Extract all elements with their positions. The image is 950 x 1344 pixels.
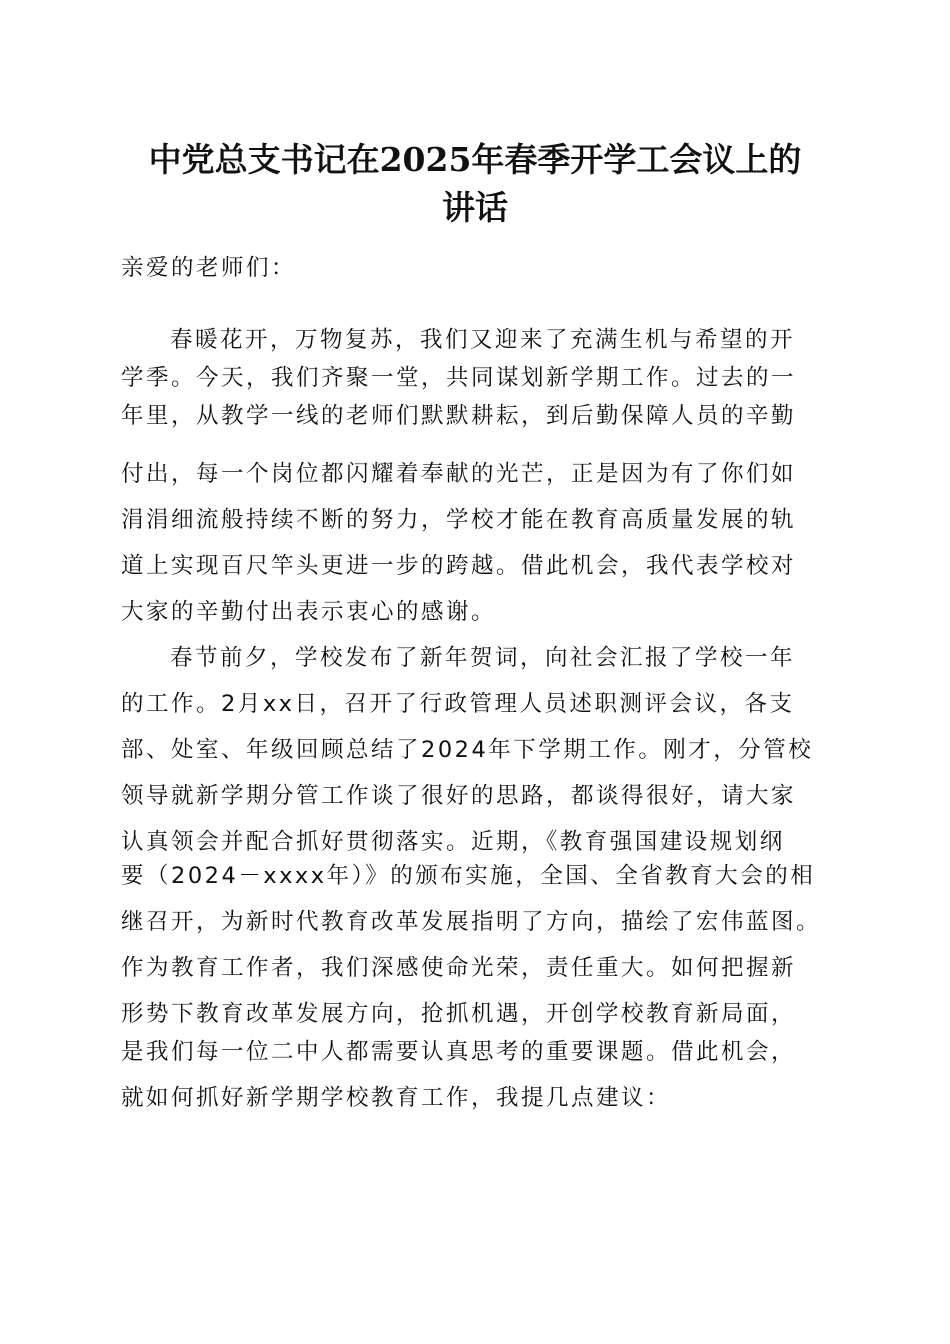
paragraph-2-line-3: 部、处室、年级回顾总结了2024年下学期工作。刚才，分管校 [121, 737, 814, 763]
document-title-line-1: 中党总支书记在2025年春季开学工会议上的 [148, 140, 802, 179]
paragraph-1-line-4: 付出，每一个岗位都闪耀着奉献的光芒，正是因为有了你们如 [121, 461, 797, 487]
paragraph-2-line-2: 的工作。2月xx日，召开了行政管理人员述职测评会议，各支 [121, 691, 795, 717]
paragraph-1-line-1: 春暖花开，万物复苏，我们又迎来了充满生机与希望的开 [170, 327, 796, 353]
paragraph-1-line-2: 学季。今天，我们齐聚一堂，共同谋划新学期工作。过去的一 [121, 365, 797, 391]
paragraph-2-line-7: 继召开，为新时代教育改革发展指明了方向，描绘了宏伟蓝图。 [121, 909, 822, 935]
paragraph-2-line-8: 作为教育工作者，我们深感使命光荣，责任重大。如何把握新 [121, 955, 797, 981]
paragraph-2-line-4: 领导就新学期分管工作谈了很好的思路，都谈得很好，请大家 [121, 783, 797, 809]
paragraph-2-line-11: 就如何抓好新学期学校教育工作，我提几点建议： [121, 1085, 672, 1111]
paragraph-1-line-5: 涓涓细流般持续不断的努力，学校才能在教育高质量发展的轨 [121, 507, 797, 533]
paragraph-1-line-3: 年里，从教学一线的老师们默默耕耘，到后勤保障人员的辛勤 [121, 403, 797, 429]
paragraph-2-line-5: 认真领会并配合抓好贯彻落实。近期，《教育强国建设规划纲 [121, 829, 785, 855]
paragraph-1-line-7: 大家的辛勤付出表示衷心的感谢。 [121, 599, 497, 625]
paragraph-2-line-9: 形势下教育改革发展方向，抢抓机遇，开创学校教育新局面， [121, 1001, 797, 1027]
paragraph-1-line-6: 道上实现百尺竿头更进一步的跨越。借此机会，我代表学校对 [121, 553, 797, 579]
document-title-line-2: 讲话 [442, 188, 508, 227]
paragraph-2-line-6: 要（2024－xxxx年）》的颁布实施，全国、全省教育大会的相 [121, 863, 816, 889]
paragraph-2-line-1: 春节前夕，学校发布了新年贺词，向社会汇报了学校一年 [170, 645, 796, 671]
paragraph-2-line-10: 是我们每一位二中人都需要认真思考的重要课题。借此机会， [121, 1039, 797, 1065]
salutation: 亲爱的老师们： [121, 255, 297, 281]
